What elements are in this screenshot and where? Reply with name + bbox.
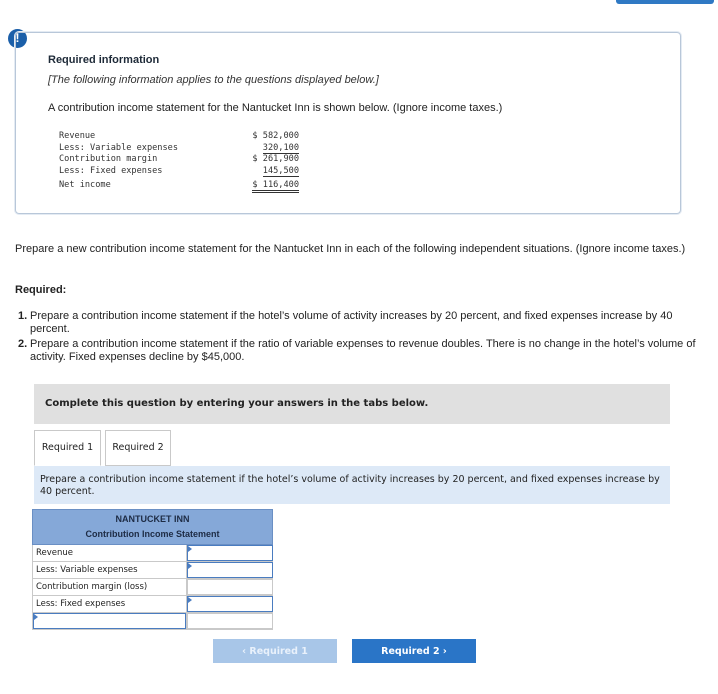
statement-label: Less: Fixed expenses <box>59 165 163 176</box>
input-marker-icon <box>188 546 192 552</box>
fixed-expenses-input[interactable] <box>187 596 273 612</box>
statement-row <box>59 143 299 155</box>
requirements-list <box>18 310 713 366</box>
statement-amount: $ 116,400 <box>252 180 299 193</box>
info-title: Required information <box>48 54 160 66</box>
info-text: A contribution income statement for the Nantucket Inn is shown below. (Ignore income taxes.) <box>48 102 503 114</box>
contribution-statement-grid <box>32 509 273 630</box>
row-label: Revenue <box>36 548 74 558</box>
table-row <box>32 545 273 562</box>
amount-cell <box>186 579 273 595</box>
top-accent-bar <box>616 0 714 4</box>
statement-title: Contribution Income Statement <box>85 529 220 539</box>
statement-amount: 320,100 <box>262 142 299 153</box>
previous-required-button[interactable]: ‹ Required 1 <box>213 639 337 663</box>
table-row <box>32 579 273 596</box>
info-subtitle: [The following information applies to the questions displayed below.] <box>48 74 379 86</box>
tab-panel-instructions: Prepare a contribution income statement if the hotel’s volume of activity increases by 20 percent, and fixed expenses increase by 40 percent. <box>34 466 670 504</box>
amount-cell <box>186 596 273 612</box>
statement-label: Net income <box>59 180 111 191</box>
instructions-bar: Complete this question by entering your answers in the tabs below. <box>34 384 670 424</box>
requirement-number: 1. <box>18 310 28 322</box>
alert-icon: ! <box>8 29 27 48</box>
required-information-box <box>15 32 681 214</box>
amount-cell <box>186 562 273 578</box>
statement-row <box>59 180 299 192</box>
list-item <box>18 310 713 336</box>
statement-row <box>59 166 299 178</box>
input-marker-icon <box>188 563 192 569</box>
given-income-statement <box>59 131 299 192</box>
input-marker-icon <box>34 614 38 620</box>
next-required-button[interactable]: Required 2 › <box>352 639 476 663</box>
tab-required-2[interactable]: Required 2 <box>105 430 171 466</box>
required-heading: Required: <box>15 284 67 296</box>
statement-amount: 145,500 <box>262 165 299 176</box>
table-row <box>32 596 273 613</box>
question-prompt: Prepare a new contribution income statement for the Nantucket Inn in each of the following independent situations. (Ignore income taxes.) <box>15 243 686 255</box>
statement-amount: $ 582,000 <box>252 131 299 141</box>
requirement-number: 2. <box>18 338 28 350</box>
statement-amount: $ 261,900 <box>252 154 299 165</box>
table-row <box>32 562 273 579</box>
row-label: Contribution margin (loss) <box>36 582 148 592</box>
tab-required-1[interactable]: Required 1 <box>34 430 101 466</box>
requirement-text: Prepare a contribution income statement if the hotel’s volume of activity increases by 20 percent, and fixed expenses increase by 40 percent. <box>30 310 673 335</box>
input-marker-icon <box>188 597 192 603</box>
revenue-input[interactable] <box>187 545 273 561</box>
statement-row <box>59 131 299 143</box>
net-income-input[interactable] <box>187 613 273 629</box>
variable-expenses-input[interactable] <box>187 562 273 578</box>
row-label: Less: Variable expenses <box>36 565 138 575</box>
statement-row <box>59 154 299 166</box>
row-label: Less: Fixed expenses <box>36 599 126 609</box>
amount-cell <box>186 545 273 561</box>
list-item <box>18 338 713 364</box>
company-name: NANTUCKET INN <box>115 514 190 524</box>
grid-header <box>32 509 273 545</box>
statement-label: Contribution margin <box>59 154 158 165</box>
table-row <box>32 613 273 630</box>
label-cell <box>33 613 186 629</box>
amount-cell <box>186 613 273 629</box>
contribution-margin-input[interactable] <box>187 579 273 595</box>
statement-label: Less: Variable expenses <box>59 142 178 153</box>
statement-label: Revenue <box>59 131 96 141</box>
net-income-label-input[interactable] <box>33 613 186 629</box>
requirement-text: Prepare a contribution income statement if the ratio of variable expenses to revenue doubles. There is no change in the hotel’s volume of activity. Fixed expenses decline by $45,000. <box>30 338 696 363</box>
